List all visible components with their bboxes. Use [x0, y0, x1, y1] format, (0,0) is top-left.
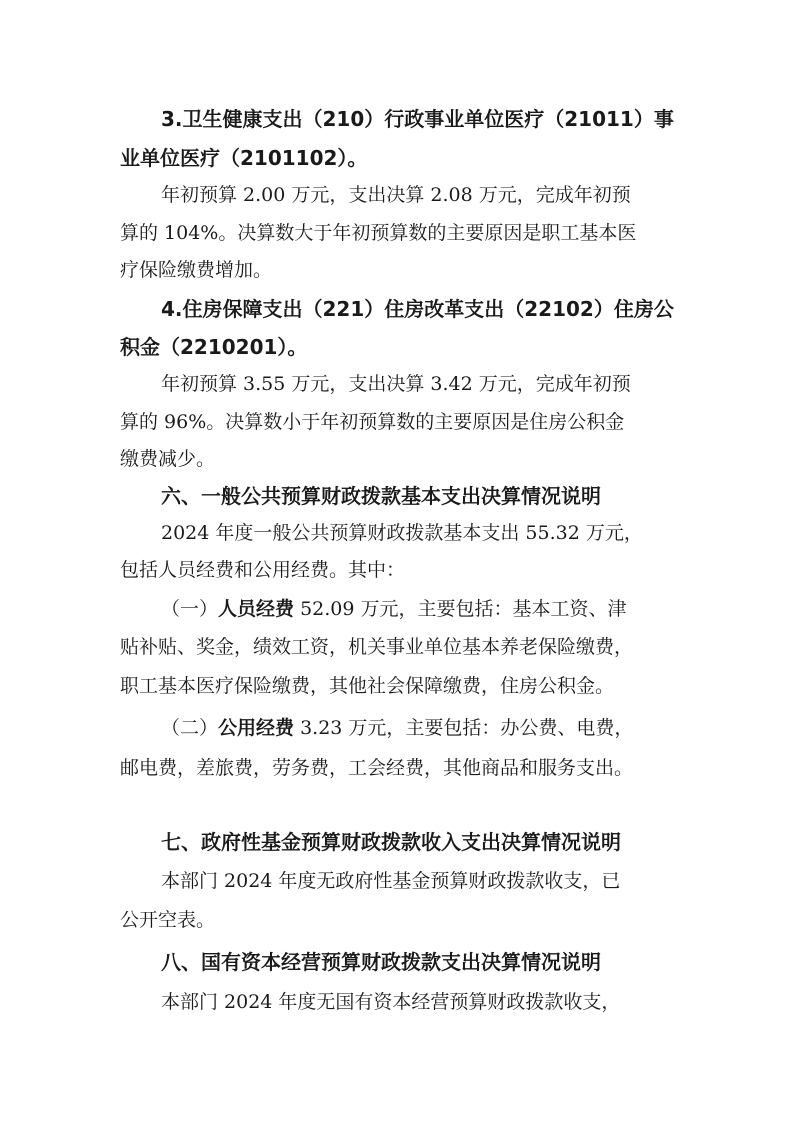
public-prefix: （二） [161, 717, 219, 739]
section-6-para-3-line-1 [161, 716, 633, 740]
section-6-para-1-line-2: 包括人员经费和公用经费。其中： [120, 559, 406, 581]
section-6-para-2-line-3: 职工基本医疗保险缴费，其他社会保障缴费，住房公积金。 [120, 675, 615, 697]
section-6-heading: 六、一般公共预算财政拨款基本支出决算情况说明 [161, 484, 601, 508]
section-7-heading: 七、政府性基金预算财政拨款收入支出决算情况说明 [161, 830, 621, 854]
section-4-title-line-1: 4.住房保障支出（221）住房改革支出（22102）住房公 [161, 297, 674, 321]
section-8-heading: 八、国有资本经营预算财政拨款支出决算情况说明 [161, 950, 601, 974]
section-6-para-3-line-2: 邮电费，差旅费，劳务费，工会经费，其他商品和服务支出。 [120, 757, 634, 779]
personnel-line-rest: 52.09 万元，主要包括：基本工资、津 [294, 598, 627, 620]
personnel-prefix: （一） [161, 598, 219, 620]
section-3-body-line-3: 疗保险缴费增加。 [120, 259, 273, 281]
section-3-title-line-2: 业单位医疗（2101102）。 [120, 146, 368, 170]
section-8-para-line-1: 本部门 2024 年度无国有资本经营预算财政拨款收支， [161, 991, 621, 1013]
section-7-para-line-2: 公开空表。 [120, 909, 216, 931]
section-4-body-line-2: 算的 96%。决算数小于年初预算数的主要原因是住房公积金 [120, 411, 625, 433]
section-3-title-line-1: 3.卫生健康支出（210）行政事业单位医疗（21011）事 [161, 107, 674, 131]
section-4-body-line-3: 缴费减少。 [120, 448, 216, 470]
section-4-body-line-1: 年初预算 3.55 万元，支出决算 3.42 万元，完成年初预 [161, 373, 631, 395]
personnel-expense-label: 人员经费 [218, 598, 295, 620]
section-3-body-line-1: 年初预算 2.00 万元，支出决算 2.08 万元，完成年初预 [161, 184, 631, 206]
public-line-rest: 3.23 万元，主要包括：办公费、电费， [294, 717, 634, 739]
section-6-para-2-line-2: 贴补贴、奖金，绩效工资，机关事业单位基本养老保险缴费， [120, 636, 634, 658]
section-6-para-1-line-1: 2024 年度一般公共预算财政拨款基本支出 55.32 万元， [161, 522, 643, 544]
section-6-para-2-line-1 [161, 597, 627, 621]
section-4-title-line-2: 积金（2210201）。 [120, 335, 308, 359]
public-expense-label: 公用经费 [218, 717, 295, 739]
section-7-para-line-1: 本部门 2024 年度无政府性基金预算财政拨款收支，已 [161, 870, 621, 892]
section-3-body-line-2: 算的 104%。决算数大于年初预算数的主要原因是职工基本医 [120, 222, 637, 244]
